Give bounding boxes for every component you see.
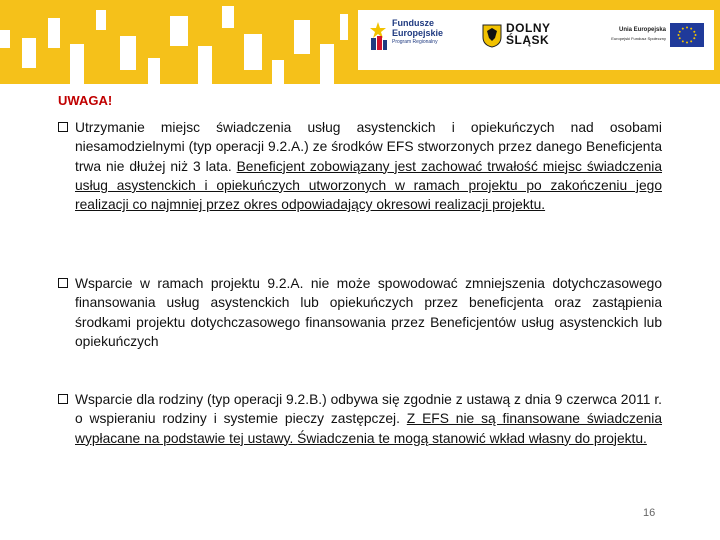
decor-block [70,44,84,84]
eu-flag-icon [670,23,704,47]
decor-block [198,46,212,84]
decor-block [148,58,160,84]
bullet-text-plain: Wsparcie w ramach projektu 9.2.A. nie może spowodować zmniejszenia dotychczasowego finansowania usług asystenckich lub opiekuńczych przez beneficjenta oraz zastąpienia środkami projektu dotychczasowego finansowania przez Beneficjentów usług asystenckich lub opiekuńczych [75,276,662,349]
decor-block [96,10,106,30]
decor-block [0,30,10,48]
decor-block [22,38,36,68]
dolny-slask-crest-icon [482,24,502,48]
checkbox-bullet-icon [58,278,68,288]
checkbox-bullet-icon [58,394,68,404]
warning-heading: UWAGA! [58,93,113,108]
ue-line1: Unia Europejska [618,27,666,33]
decor-block [120,36,136,70]
bullet-item-3 [58,390,662,448]
fe-line3: Program Regionalny [392,39,438,45]
decor-block [244,34,262,70]
unia-europejska-logo-text [588,26,666,42]
decor-block [320,44,334,84]
decor-block [272,60,284,84]
decor-block [294,20,310,54]
decor-block [48,18,60,48]
bullet-text [75,274,662,351]
bullet-text-plain: Utrzymanie miejsc świadczenia usług asystenckich i opiekuńczych nad osobami niesamodzielnymi (typ operacji 9.2.A.) ze środków EFS stworzonych przez danego Beneficjenta trwa nie dłużej niż 3 lata. [75,120,662,174]
header-band [0,0,720,84]
logos-panel [358,10,714,70]
bullet-item-2 [58,274,662,351]
bullet-item-1 [58,118,662,214]
page-number: 16 [643,507,656,519]
fe-line2: Europejskie [392,28,444,38]
fundusze-europejskie-logo-text [392,18,472,46]
dolny-slask-logo-text [506,22,551,46]
ue-line2: Europejski Fundusz Społeczny [611,36,666,41]
fundusze-europejskie-star-icon [368,20,388,52]
ds-line1: DOLNY [506,21,551,35]
checkbox-bullet-icon [58,122,68,132]
decor-block [170,16,188,46]
decor-block [222,6,234,28]
fe-line1: Fundusze [392,18,434,28]
bullet-text [75,118,662,214]
bullet-text-plain: Wsparcie dla rodziny (typ operacji 9.2.B.) odbywa się zgodnie z ustawą z dnia 9 czerwca 2011 r. o wspieraniu rodziny i systemie pieczy zastępczej. [75,392,662,427]
bullet-text [75,390,662,448]
bullet-text-underlined: Z EFS nie są finansowane świadczenia wypłacane na podstawie tej ustawy. Świadczenia te mogą stanowić wkład własny do projektu. [75,411,662,446]
ds-line2: ŚLĄSK [506,33,550,47]
bullet-text-underlined: Beneficjent zobowiązany jest zachować trwałość miejsc świadczenia usług asystenckich i opiekuńczych utworzonych w ramach projektu po zakończeniu jego realizacji co najmniej przez okres odpowiadający okresowi realizacji projektu. [75,158,662,213]
decor-block [340,14,348,40]
